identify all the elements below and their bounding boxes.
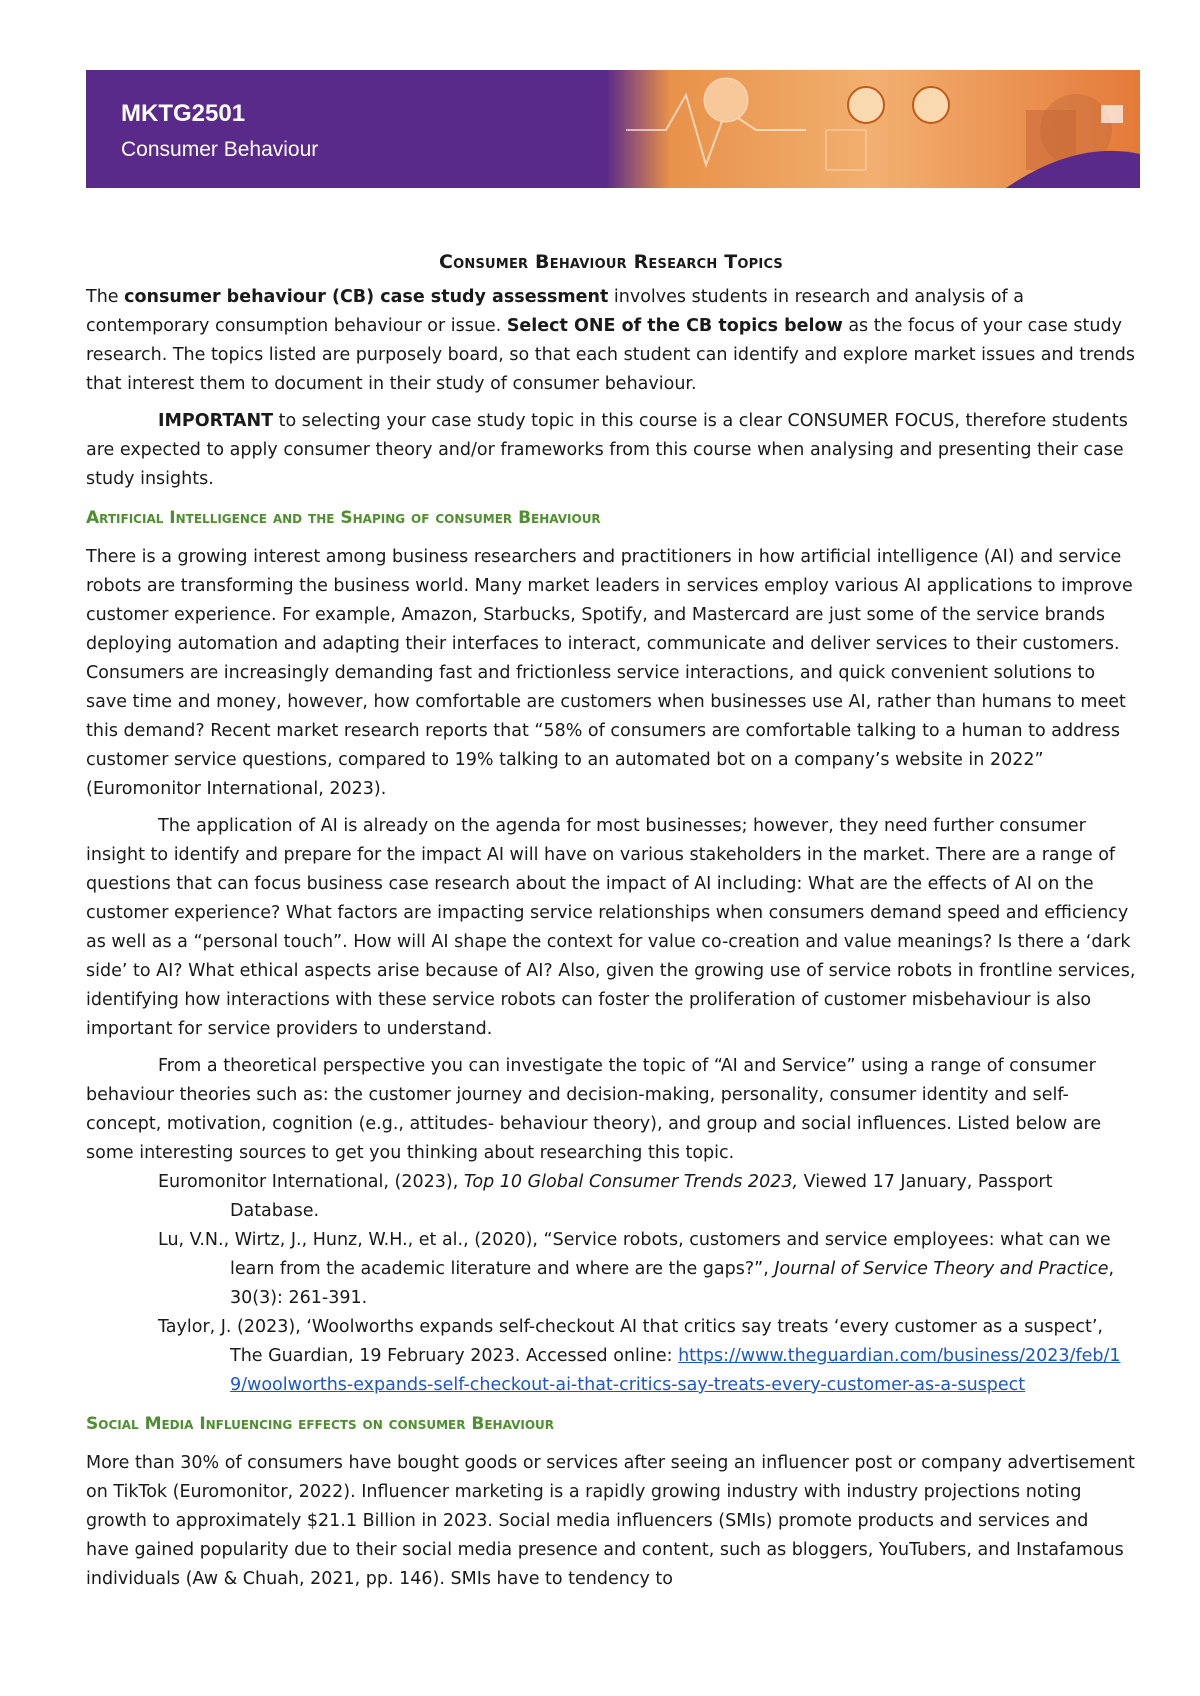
document-title: Consumer Behaviour Research Topics xyxy=(439,251,783,273)
course-name: Consumer Behaviour xyxy=(121,138,319,161)
text-run: , 30(3): 261-391. xyxy=(230,1259,1115,1308)
text-run-bold: IMPORTANT xyxy=(158,411,274,431)
reference-item xyxy=(158,1226,1136,1313)
text-run: Euromonitor International, (2023), xyxy=(158,1172,464,1192)
text-run: Lu, V.N., Wirtz, J., Hunz, W.H., et al., (2020), “Service robots, customers and service employees: what can we learn from the academic literature and where are the gaps?”, xyxy=(158,1230,1111,1279)
text-run-italic: Journal of Service Theory and Practice xyxy=(774,1259,1109,1279)
text-run: involves students in research and analysis of a contemporary consumption behaviour or issue. xyxy=(86,287,1024,336)
course-code: MKTG2501 xyxy=(121,100,246,127)
intro-paragraph-1 xyxy=(86,283,1136,399)
text-run-bold: Select ONE of the CB topics below xyxy=(506,316,843,336)
text-run: Taylor, J. (2023), ‘Woolworths expands self-checkout AI that critics say treats ‘every customer as a suspect’, The Guardian, 19 February 2023. Accessed online: xyxy=(158,1317,1103,1366)
section-heading-social-media: Social Media Influencing effects on consumer Behaviour xyxy=(86,1414,555,1434)
social-media-paragraph-1: More than 30% of consumers have bought goods or services after seeing an influencer post or company advertisement on TikTok (Euromonitor, 2022). Influencer marketing is a rapidly growing industry with industry projections noting growth to approximately $21.1 Billion in 2023. Social media influencers (SMIs) promote products and services and have gained popularity due to their social media presence and content, such as bloggers, YouTubers, and Instafamous individuals (Aw & Chuah, 2021, pp. 146). SMIs have to tendency to xyxy=(86,1453,1135,1589)
section-heading-ai: Artificial Intelligence and the Shaping of consumer Behaviour xyxy=(86,508,601,528)
text-run: as the focus of your case study research. The topics listed are purposely board, so that each student can identify and explore market issues and trends that interest them to document in their study of consumer behaviour. xyxy=(86,316,1136,394)
text-run: The xyxy=(86,287,125,307)
ai-paragraph-3: From a theoretical perspective you can investigate the topic of “AI and Service” using a range of consumer behaviour theories such as: the customer journey and decision-making, personality, consumer identity and self-concept, motivation, cognition (e.g., attitudes- behaviour theory), and group and social influences. Listed below are some interesting sources to get you thinking about researching this topic. xyxy=(86,1056,1102,1163)
reference-item xyxy=(158,1168,1136,1226)
guardian-article-link[interactable]: https://www.theguardian.com/business/2023/feb/19/woolworths-expands-self-checkout-ai-that-critics-say-treats-every-customer-as-a-suspect xyxy=(230,1346,1121,1395)
text-run-italic: Top 10 Global Consumer Trends 2023, xyxy=(463,1172,799,1192)
text-run: to selecting your case study topic in this course is a clear CONSUMER FOCUS, therefore students are expected to apply consumer theory and/or frameworks from this course when analysing and presenting their case study insights. xyxy=(86,411,1128,489)
reference-list xyxy=(158,1168,1136,1400)
intro-paragraph-2 xyxy=(86,407,1136,494)
text-run-bold: consumer behaviour (CB) case study assessment xyxy=(124,287,609,307)
ai-paragraph-2: The application of AI is already on the agenda for most businesses; however, they need further consumer insight to identify and prepare for the impact AI will have on various stakeholders in the market. There are a range of questions that can focus business case research about the impact of AI including: What are the effects of AI on the customer experience? What factors are impacting service relationships when consumers demand speed and efficiency as well as a “personal touch”. How will AI shape the context for value co-creation and value meanings? Is there a ‘dark side’ to AI? What ethical aspects arise because of AI? Also, given the growing use of service robots in frontline services, identifying how interactions with these service robots can foster the proliferation of customer misbehaviour is also important for service providers to understand. xyxy=(86,816,1136,1039)
document-body xyxy=(86,248,1136,1602)
ai-paragraph-1: There is a growing interest among business researchers and practitioners in how artificial intelligence (AI) and service robots are transforming the business world. Many market leaders in services employ various AI applications to improve customer experience. For example, Amazon, Starbucks, Spotify, and Mastercard are just some of the service brands deploying automation and adapting their interfaces to interact, communicate and deliver services to their customers. Consumers are increasingly demanding fast and frictionless service interactions, and quick convenient solutions to save time and money, however, how comfortable are customers when businesses use AI, rather than humans to meet this demand? Recent market research reports that “58% of consumers are comfortable talking to a human to address customer service questions, compared to 19% talking to an automated bot on a company’s website in 2022” (Euromonitor International, 2023). xyxy=(86,547,1133,799)
course-banner xyxy=(86,70,1140,188)
banner-collage-image xyxy=(606,70,1140,188)
reference-item xyxy=(158,1313,1136,1400)
text-run: Viewed 17 January, Passport Database. xyxy=(230,1172,1053,1221)
